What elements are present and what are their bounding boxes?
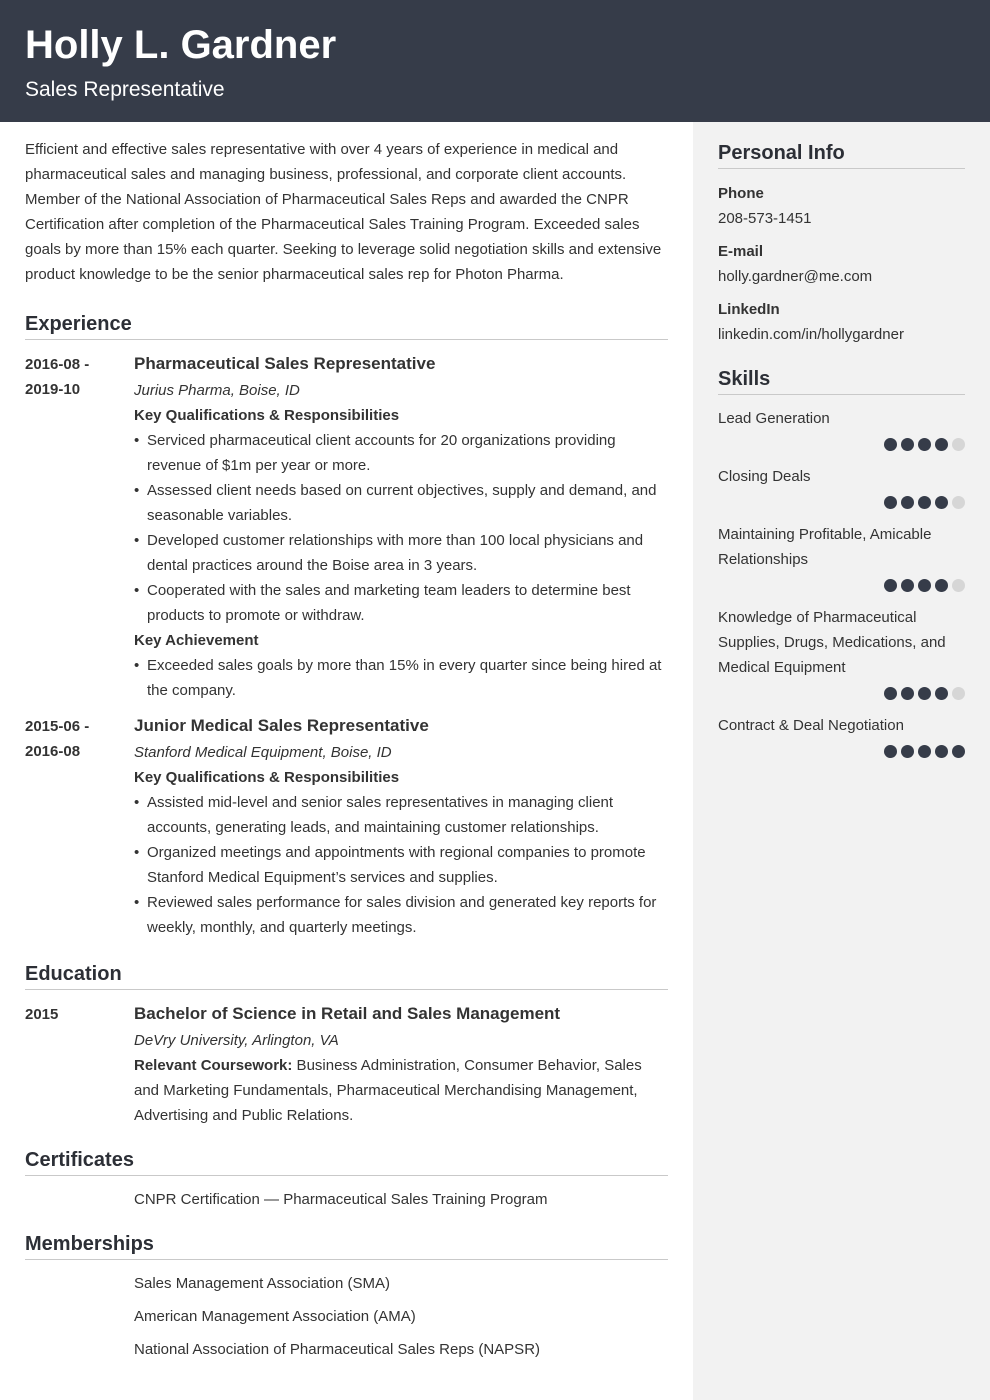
email-value: holly.gardner@me.com xyxy=(718,268,873,285)
skill-rating xyxy=(718,496,965,509)
phone-value: 208-573-1451 xyxy=(718,210,812,227)
entry-date xyxy=(25,714,134,940)
rating-dot-filled xyxy=(901,745,914,758)
experience-entry xyxy=(25,352,668,703)
rating-dot-empty xyxy=(952,687,965,700)
rating-dot-filled xyxy=(918,687,931,700)
qualifications-heading: Key Qualifications & Responsibilities xyxy=(134,769,400,786)
job-org: Stanford Medical Equipment, Boise, ID xyxy=(134,744,392,761)
personal-info-heading: Personal Info xyxy=(718,141,965,169)
skills-list xyxy=(718,406,965,758)
rating-dot-filled xyxy=(901,687,914,700)
membership-item: American Management Association (AMA) xyxy=(134,1308,416,1325)
candidate-name: Holly L. Gardner xyxy=(25,23,337,67)
education-heading: Education xyxy=(25,962,668,990)
rating-dot-filled xyxy=(918,496,931,509)
experience-heading: Experience xyxy=(25,312,668,340)
achievements-list xyxy=(134,653,668,703)
main-column xyxy=(25,137,668,1362)
list-item: • Assessed client needs based on current objectives, supply and demand, and seasonable variables. xyxy=(134,478,668,528)
skill-rating xyxy=(718,687,965,700)
rating-dot-filled xyxy=(901,496,914,509)
rating-dot-filled xyxy=(884,438,897,451)
skill-name: Closing Deals xyxy=(718,468,811,485)
date-end: 2016-08 xyxy=(25,743,81,760)
skill-rating xyxy=(718,745,965,758)
list-item: • Organized meetings and appointments with regional companies to promote Stanford Medical Equipment’s services and supplies. xyxy=(134,840,668,890)
rating-dot-filled xyxy=(952,745,965,758)
resume-header xyxy=(0,0,990,122)
rating-dot-filled xyxy=(918,579,931,592)
skills-heading: Skills xyxy=(718,367,965,395)
entry-body xyxy=(134,714,668,940)
skill-item xyxy=(718,464,965,509)
achievement-heading: Key Achievement xyxy=(134,632,259,649)
phone-label: Phone xyxy=(718,185,764,202)
list-item: • Developed customer relationships with more than 100 local physicians and dental practices around the Boise area in 3 years. xyxy=(134,528,668,578)
entry-body xyxy=(134,352,668,703)
rating-dot-filled xyxy=(901,579,914,592)
education-entry xyxy=(25,1002,668,1128)
email-label: E-mail xyxy=(718,243,764,260)
skill-item xyxy=(718,713,965,758)
rating-dot-empty xyxy=(952,438,965,451)
skill-item xyxy=(718,406,965,451)
qualifications-list xyxy=(134,428,668,628)
candidate-role: Sales Representative xyxy=(25,78,225,101)
sidebar xyxy=(693,122,990,1400)
date-end: 2019-10 xyxy=(25,381,81,398)
date-start: 2016-08 - xyxy=(25,356,90,373)
list-item: • Cooperated with the sales and marketing team leaders to determine best products to promote or withdraw. xyxy=(134,578,668,628)
certificate-item: CNPR Certification — Pharmaceutical Sales Training Program xyxy=(134,1191,548,1208)
rating-dot-filled xyxy=(918,438,931,451)
rating-dot-filled xyxy=(935,687,948,700)
rating-dot-filled xyxy=(935,579,948,592)
skill-name: Contract & Deal Negotiation xyxy=(718,717,904,734)
rating-dot-empty xyxy=(952,579,965,592)
job-title: Pharmaceutical Sales Representative xyxy=(134,354,436,373)
rating-dot-filled xyxy=(884,496,897,509)
certificates-heading: Certificates xyxy=(25,1148,668,1176)
degree-title: Bachelor of Science in Retail and Sales Management xyxy=(134,1004,561,1023)
rating-dot-filled xyxy=(884,745,897,758)
list-item: • Serviced pharmaceutical client accounts for 20 organizations providing revenue of $1m per year or more. xyxy=(134,428,668,478)
list-item: • Assisted mid-level and senior sales representatives in managing client accounts, generating leads, and maintaining customer relationships. xyxy=(134,790,668,840)
entry-date xyxy=(25,352,134,703)
list-item: • Exceeded sales goals by more than 15% in every quarter since being hired at the company. xyxy=(134,653,668,703)
rating-dot-filled xyxy=(935,745,948,758)
coursework-label: Relevant Coursework: xyxy=(134,1057,293,1074)
rating-dot-filled xyxy=(935,496,948,509)
rating-dot-filled xyxy=(918,745,931,758)
rating-dot-filled xyxy=(884,687,897,700)
rating-dot-filled xyxy=(884,579,897,592)
qualifications-list xyxy=(134,790,668,940)
rating-dot-filled xyxy=(935,438,948,451)
skill-name: Lead Generation xyxy=(718,410,830,427)
rating-dot-empty xyxy=(952,496,965,509)
skill-item xyxy=(718,605,965,700)
linkedin-label: LinkedIn xyxy=(718,301,780,318)
qualifications-heading: Key Qualifications & Responsibilities xyxy=(134,407,400,424)
entry-date: 2015 xyxy=(25,1006,59,1023)
skill-name: Knowledge of Pharmaceutical Supplies, Drugs, Medications, and Medical Equipment xyxy=(718,609,946,676)
school-name: DeVry University, Arlington, VA xyxy=(134,1032,339,1049)
skill-name: Maintaining Profitable, Amicable Relationships xyxy=(718,526,932,568)
linkedin-value: linkedin.com/in/hollygardner xyxy=(718,326,904,343)
experience-entry xyxy=(25,714,668,940)
job-org: Jurius Pharma, Boise, ID xyxy=(134,382,300,399)
profile-summary: Efficient and effective sales representative with over 4 years of experience in medical and pharmaceutical sales and managing business, professional, and corporate client accounts. Member of the National Association of Pharmaceutical Sales Reps and awarded the CNPR Certification after completion of the Pharmaceutical Sales Training Program. Exceeded sales goals by more than 15% each quarter. Seeking to leverage solid negotiation skills and extensive product knowledge to be the senior pharmaceutical sales rep for Photon Pharma. xyxy=(25,141,662,283)
rating-dot-filled xyxy=(901,438,914,451)
memberships-heading: Memberships xyxy=(25,1232,668,1260)
membership-item: Sales Management Association (SMA) xyxy=(134,1275,390,1292)
entry-body xyxy=(134,1002,668,1128)
list-item: • Reviewed sales performance for sales division and generated key reports for weekly, monthly, and quarterly meetings. xyxy=(134,890,668,940)
coursework-text: Business Administration, Consumer Behavior, Sales and Marketing Fundamentals, Pharmaceutical Merchandising Management, Advertising and Public Relations. xyxy=(134,1057,642,1124)
skill-rating xyxy=(718,438,965,451)
skill-item xyxy=(718,522,965,592)
job-title: Junior Medical Sales Representative xyxy=(134,716,429,735)
membership-item: National Association of Pharmaceutical Sales Reps (NAPSR) xyxy=(134,1341,541,1358)
date-start: 2015-06 - xyxy=(25,718,90,735)
coursework xyxy=(134,1053,668,1128)
skill-rating xyxy=(718,579,965,592)
